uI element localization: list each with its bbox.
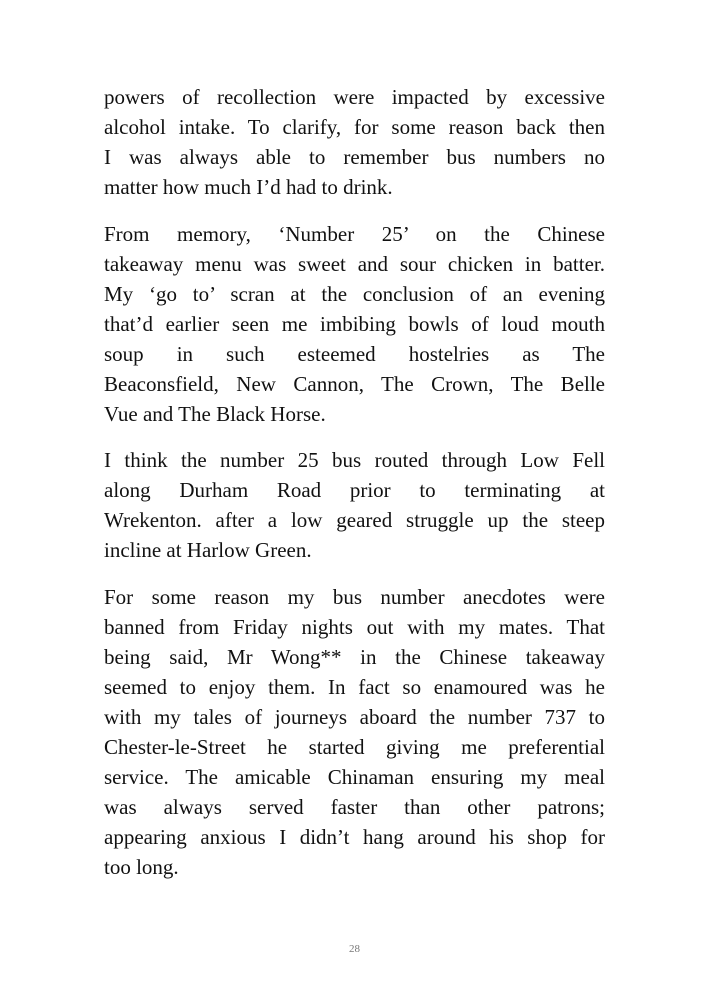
text-line: Vue and The Black Horse. (104, 401, 326, 426)
paragraph (104, 82, 605, 202)
text-line: being said, Mr Wong** in the Chinese takeaway (104, 644, 605, 669)
page-number: 28 (349, 943, 360, 955)
text-line: was always served faster than other patrons; (104, 794, 605, 819)
text-line: appearing anxious I didn’t hang around his shop for (104, 824, 605, 849)
text-line: For some reason my bus number anecdotes were (104, 584, 605, 609)
text-line: service. The amicable Chinaman ensuring my meal (104, 764, 605, 789)
text-line: seemed to enjoy them. In fact so enamoured was he (104, 674, 605, 699)
text-line: with my tales of journeys aboard the number 737 to (104, 704, 605, 729)
text-line: incline at Harlow Green. (104, 538, 312, 562)
text-line: Chester-le-Street he started giving me preferential (104, 734, 605, 759)
text-line: soup in such esteemed hostelries as The (104, 341, 605, 366)
text-line: banned from Friday nights out with my mates. That (104, 614, 605, 639)
text-line: along Durham Road prior to terminating at (104, 478, 605, 502)
text-line: I think the number 25 bus routed through Low Fell (104, 448, 605, 472)
text-line: Wrekenton. after a low geared struggle up the steep (104, 508, 605, 532)
text-line: Beaconsfield, New Cannon, The Crown, The Belle (104, 371, 605, 396)
paragraph (104, 445, 605, 565)
text-line: that’d earlier seen me imbibing bowls of loud mouth (104, 311, 605, 336)
text-line: My ‘go to’ scran at the conclusion of an evening (104, 281, 605, 306)
text-line: too long. (104, 854, 179, 879)
paragraph (104, 582, 605, 882)
page-body (104, 82, 605, 898)
text-line: takeaway menu was sweet and sour chicken in batter. (104, 251, 605, 276)
text-line: matter how much I’d had to drink. (104, 175, 393, 199)
text-line: From memory, ‘Number 25’ on the Chinese (104, 221, 605, 246)
text-line: alcohol intake. To clarify, for some reason back then (104, 115, 605, 139)
text-line: powers of recollection were impacted by excessive (104, 85, 605, 109)
paragraph (104, 219, 605, 429)
text-line: I was always able to remember bus numbers no (104, 145, 605, 169)
